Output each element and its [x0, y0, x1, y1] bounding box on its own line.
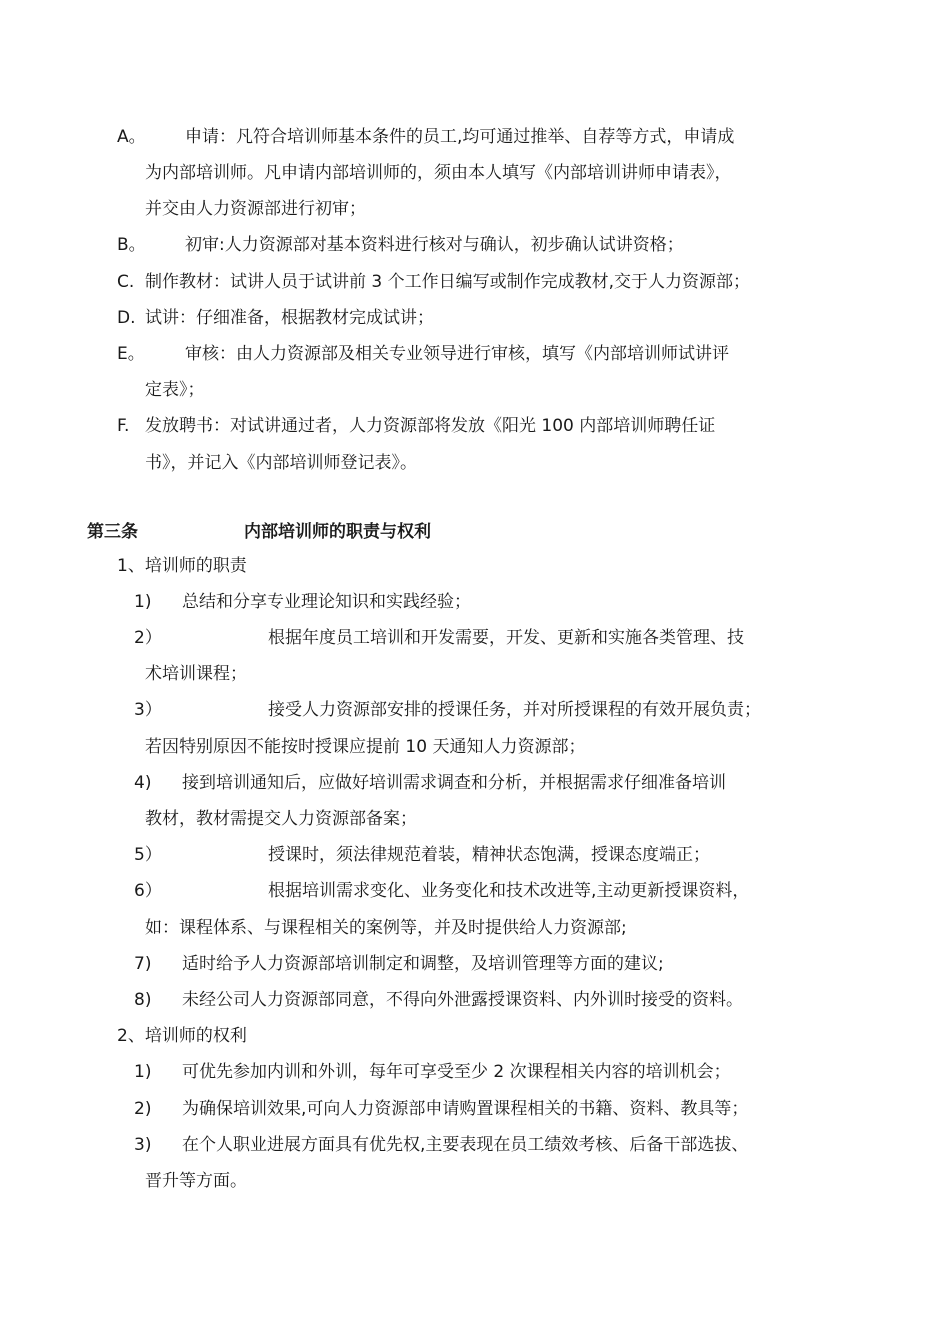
list-marker: 6） [134, 881, 162, 901]
list-text: 如：课程体系、与课程相关的案例等，并及时提供给人力资源部; [145, 918, 627, 938]
list-marker: 8) [134, 990, 152, 1010]
list-text: 为确保培训效果,可向人力资源部申请购置课程相关的书籍、资料、教具等； [182, 1099, 749, 1119]
list-marker: 1) [134, 592, 152, 612]
section-heading: 2、培训师的权利 [117, 1026, 247, 1046]
list-item [0, 1097, 950, 1121]
list-marker: E。 [117, 344, 145, 364]
section-heading: 1、培训师的职责 [117, 556, 247, 576]
list-marker: 7) [134, 954, 152, 974]
list-item [0, 988, 950, 1012]
list-text: 总结和分享专业理论知识和实践经验； [182, 592, 471, 612]
list-marker: A。 [117, 127, 146, 147]
list-marker: B。 [117, 235, 146, 255]
article-heading [0, 520, 950, 544]
list-text: 为内部培训师。凡申请内部培训师的，须由本人填写《内部培训讲师申请表》， [145, 163, 732, 183]
list-text: 授课时，须法律规范着装，精神状态饱满，授课态度端正； [268, 845, 710, 865]
list-text: 根据培训需求变化、业务变化和技术改进等,主动更新授课资料， [268, 881, 750, 901]
list-item [0, 698, 950, 722]
list-text: 晋升等方面。 [145, 1171, 247, 1191]
list-text: 审核：由人力资源部及相关专业领导进行审核，填写《内部培训师试讲评 [185, 344, 729, 364]
article-number: 第三条 [87, 522, 138, 542]
list-text: 未经公司人力资源部同意，不得向外泄露授课资料、内外训时接受的资料。 [182, 990, 743, 1010]
list-text: 适时给予人力资源部培训制定和调整，及培训管理等方面的建议; [182, 954, 664, 974]
list-item [0, 1133, 950, 1157]
list-text: 申请：凡符合培训师基本条件的员工,均可通过推举、自荐等方式，申请成 [185, 127, 735, 147]
list-item [0, 125, 950, 149]
list-text: 若因特别原因不能按时授课应提前 10 天通知人力资源部； [145, 737, 586, 757]
list-item [0, 843, 950, 867]
list-text: 初审:人力资源部对基本资料进行核对与确认，初步确认试讲资格； [185, 235, 684, 255]
article-title: 内部培训师的职责与权利 [244, 522, 431, 542]
list-text: 定表》； [145, 380, 205, 400]
list-item [0, 306, 950, 330]
list-marker: 2） [134, 628, 162, 648]
list-marker: 1) [134, 1062, 152, 1082]
list-item [0, 414, 950, 438]
list-item [0, 879, 950, 903]
list-marker: 3) [134, 1135, 152, 1155]
list-item [0, 952, 950, 976]
list-text: 根据年度员工培训和开发需要，开发、更新和实施各类管理、技 [268, 628, 744, 648]
list-item [0, 1060, 950, 1084]
list-marker: 4) [134, 773, 152, 793]
list-text: 试讲：仔细准备，根据教材完成试讲； [145, 308, 434, 328]
list-marker: D. [117, 308, 136, 328]
list-item [0, 233, 950, 257]
list-text: 接到培训通知后，应做好培训需求调查和分析，并根据需求仔细准备培训 [182, 773, 726, 793]
list-item [0, 771, 950, 795]
list-text: 可优先参加内训和外训，每年可享受至少 2 次课程相关内容的培训机会； [182, 1062, 731, 1082]
list-text: 制作教材：试讲人员于试讲前 3 个工作日编写或制作完成教材,交于人力资源部； [145, 272, 751, 292]
list-marker: 2) [134, 1099, 152, 1119]
list-text: 并交由人力资源部进行初审； [145, 199, 366, 219]
list-marker: F. [117, 416, 130, 436]
list-text: 发放聘书：对试讲通过者，人力资源部将发放《阳光 100 内部培训师聘任证 [145, 416, 716, 436]
list-text: 接受人力资源部安排的授课任务，并对所授课程的有效开展负责； [268, 700, 761, 720]
list-text: 术培训课程； [145, 664, 247, 684]
list-text: 书》，并记入《内部培训师登记表》。 [145, 453, 417, 473]
list-item [0, 626, 950, 650]
list-text: 教材，教材需提交人力资源部备案； [145, 809, 417, 829]
list-text: 在个人职业进展方面具有优先权,主要表现在员工绩效考核、后备干部选拔、 [182, 1135, 749, 1155]
list-marker: 5） [134, 845, 162, 865]
list-item [0, 342, 950, 366]
list-item [0, 270, 950, 294]
list-item [0, 590, 950, 614]
list-marker: C. [117, 272, 135, 292]
list-marker: 3） [134, 700, 162, 720]
